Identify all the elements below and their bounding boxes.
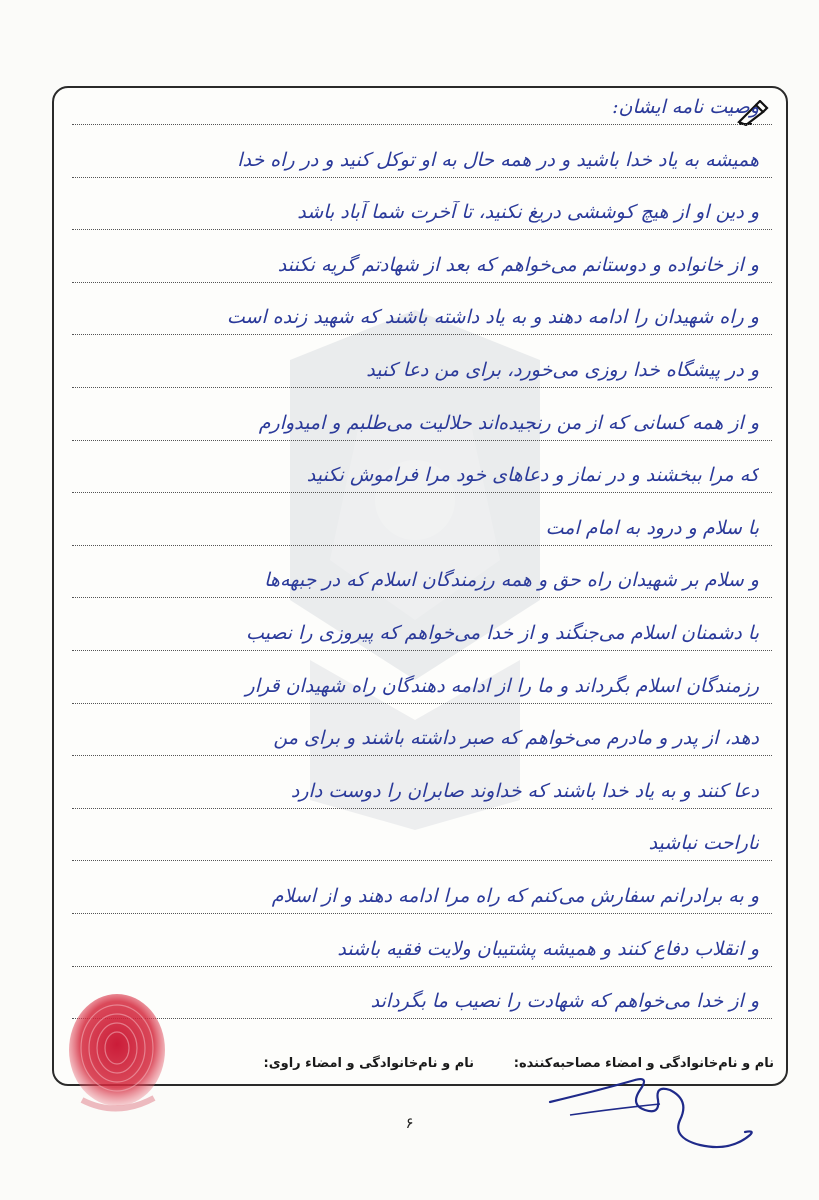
handwritten-line: که مرا ببخشند و در نماز و دعاهای خود مرا فراموش نکنید	[306, 464, 759, 486]
handwritten-line: و از خانواده و دوستانم می‌خواهم که بعد از شهادتم گریه نکنند	[277, 254, 759, 276]
ruled-line	[72, 387, 772, 388]
ruled-line	[72, 282, 772, 283]
page-number: ۶	[405, 1114, 414, 1132]
narrator-signature-label: نام و نام‌خانوادگی و امضاء راوی:	[263, 1056, 474, 1071]
ruled-line	[72, 545, 772, 546]
ruled-line	[72, 440, 772, 441]
handwritten-line: با سلام و درود به امام امت	[545, 517, 759, 539]
handwritten-line: و سلام بر شهیدان راه حق و همه رزمندگان اسلام که در جبهه‌ها	[264, 569, 759, 591]
ruled-line	[72, 334, 772, 335]
ruled-line	[72, 492, 772, 493]
ruled-line	[72, 913, 772, 914]
handwritten-line: ناراحت نباشید	[648, 832, 759, 854]
handwritten-line: وصیت نامه ایشان:	[612, 96, 759, 118]
ruled-line	[72, 650, 772, 651]
fingerprint-stamp	[62, 990, 172, 1120]
ruled-line	[72, 860, 772, 861]
handwritten-line: و به برادرانم سفارش می‌کنم که راه مرا ادامه دهند و از اسلام	[271, 885, 759, 907]
handwritten-line: و انقلاب دفاع کنند و همیشه پشتیبان ولایت فقیه باشند	[337, 938, 759, 960]
interviewer-signature-label: نام و نام‌خانوادگی و امضاء مصاحبه‌کننده:	[513, 1056, 774, 1071]
ruled-line	[72, 755, 772, 756]
ruled-line	[72, 124, 772, 125]
ruled-line	[72, 966, 772, 967]
handwritten-line: و دین او از هیچ کوششی دریغ نکنید، تا آخرت شما آباد باشد	[297, 201, 759, 223]
handwritten-line: دهد، از پدر و مادرم می‌خواهم که صبر داشته باشند و برای من	[273, 727, 759, 749]
handwritten-line: با دشمنان اسلام می‌جنگند و از خدا می‌خواهم که پیروزی را نصیب	[245, 622, 759, 644]
handwritten-line: همیشه به یاد خدا باشید و در همه حال به او توکل کنید و در راه خدا	[237, 149, 759, 171]
ruled-line	[72, 229, 772, 230]
handwritten-line: و راه شهیدان را ادامه دهند و به یاد داشته باشند که شهید زنده است	[226, 306, 759, 328]
handwritten-line: و در پیشگاه خدا روزی می‌خورد، برای من دعا کنید	[366, 359, 759, 381]
ruled-line	[72, 703, 772, 704]
handwritten-line: رزمندگان اسلام بگرداند و ما را از ادامه دهندگان راه شهیدان قرار	[245, 675, 759, 697]
ruled-line	[72, 597, 772, 598]
handwritten-line: دعا کنند و به یاد خدا باشند که خداوند صابران را دوست دارد	[290, 780, 759, 802]
ruled-line	[72, 177, 772, 178]
handwritten-line: و از خدا می‌خواهم که شهادت را نصیب ما بگرداند	[370, 990, 759, 1012]
handwritten-line: و از همه کسانی که از من رنجیده‌اند حلالیت می‌طلبم و امیدوارم	[258, 412, 759, 434]
ruled-line	[72, 808, 772, 809]
ruled-line	[72, 1018, 772, 1019]
